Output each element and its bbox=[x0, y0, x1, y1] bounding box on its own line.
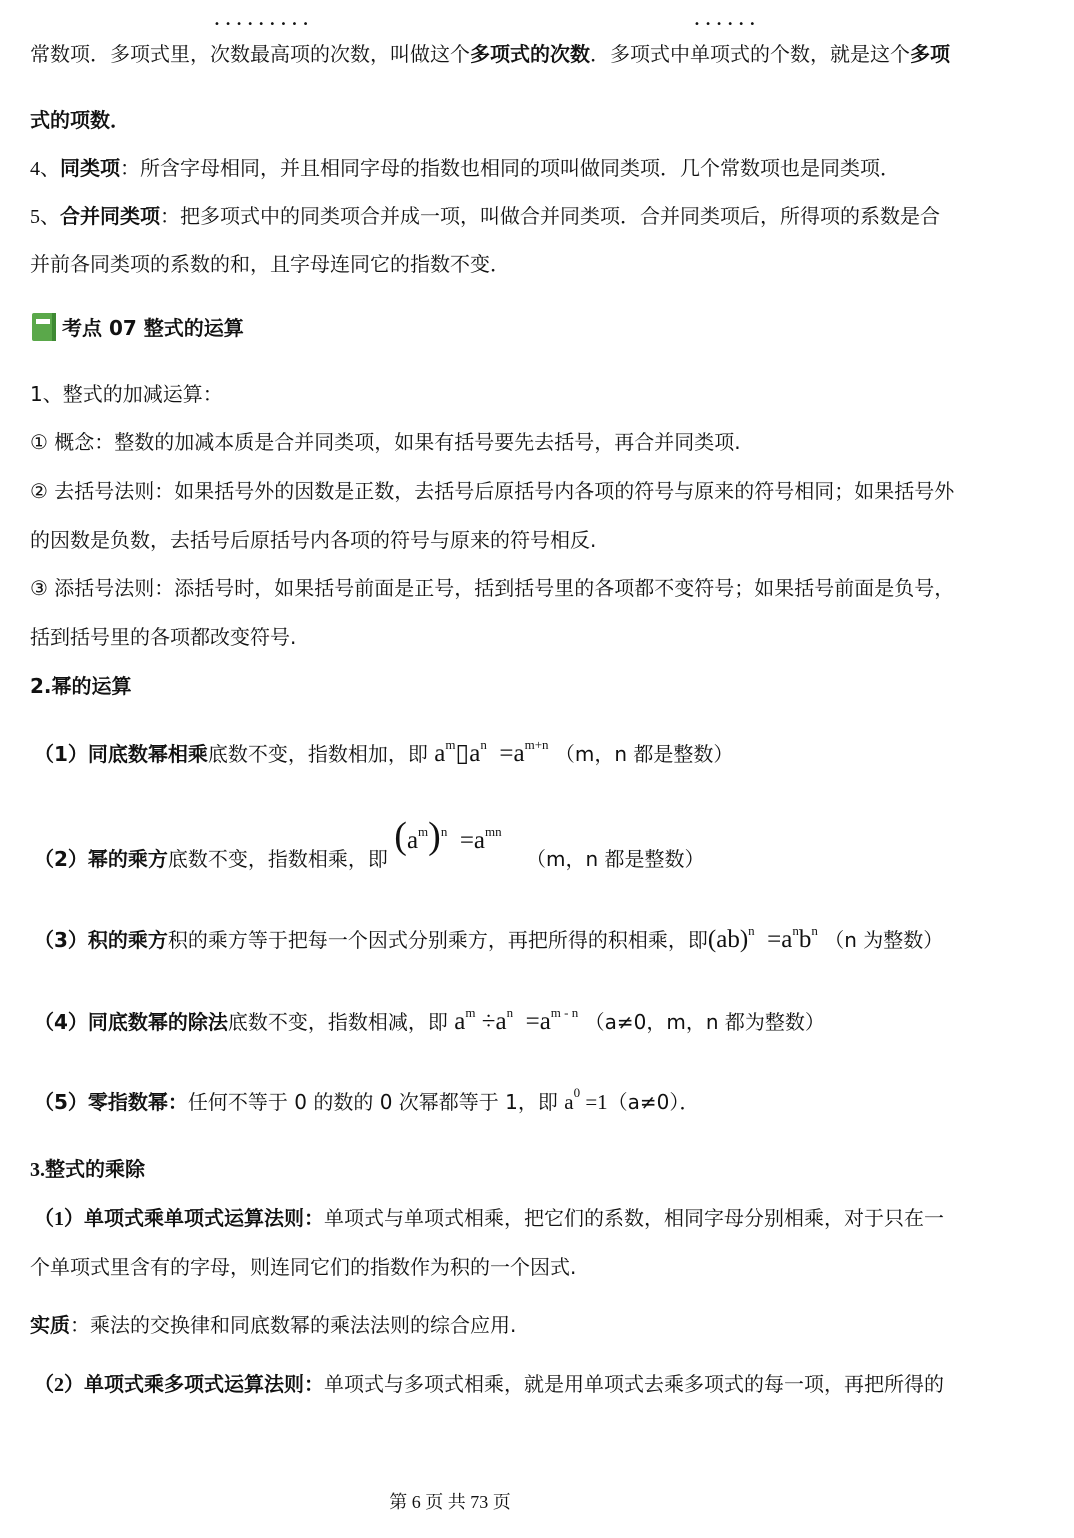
text: 积的乘方等于把每一个因式分别乘方，再把所得的积相乘，即 bbox=[167, 928, 708, 952]
bold-term: 同底数幂的除法 bbox=[87, 1010, 228, 1034]
bold-term: 幂的乘方 bbox=[87, 847, 168, 871]
text: ，就是这个 bbox=[810, 42, 910, 66]
bold-term: 多项式的次数 bbox=[470, 42, 590, 66]
item-5 bbox=[30, 206, 940, 227]
formula-power-of-product: $(ab)^n =a^nb^n$ bbox=[707, 923, 818, 953]
power-rule-2 bbox=[34, 815, 705, 885]
addsub-p2a: ② 去括号法则：如果括号外的因数是正数，去括号后原括号内各项的符号与原来的符号相同；如果括号外 bbox=[30, 479, 955, 503]
text: 单项式与多项式相乘，就是用单项式去乘多项式的每一项，再把所得的 bbox=[324, 1372, 944, 1396]
rule-number: （2） bbox=[34, 1374, 84, 1396]
item-number: 5、 bbox=[30, 206, 60, 228]
bold-term: 单项式乘单项式运算法则： bbox=[84, 1206, 324, 1230]
rule-number: （5） bbox=[34, 1090, 88, 1114]
note: （n 为整数） bbox=[824, 928, 944, 952]
note: （m，n 都是整数） bbox=[526, 847, 705, 871]
essence-line bbox=[30, 1315, 516, 1335]
bold-term: 多项 bbox=[910, 42, 950, 66]
rule-number: （4） bbox=[34, 1010, 88, 1034]
bold-term: 积的乘方 bbox=[87, 928, 168, 952]
text: ，叫做这个 bbox=[370, 42, 470, 66]
note: （m，n 都是整数） bbox=[554, 742, 734, 766]
formula-zero-exponent: $a^0 =1$ bbox=[564, 1085, 608, 1114]
addsub-p1: ① 概念：整数的加减本质是合并同类项，如果有括号要先去括号，再合并同类项. bbox=[30, 430, 741, 454]
text: ：乘法的交换律和同底数幂的乘法法则的综合应用. bbox=[70, 1313, 517, 1337]
text: ：所含字母相同，并且相同字母的指数也相同的项叫做同类项．几个常数项也是同类项． bbox=[120, 156, 900, 180]
rule-number: （2） bbox=[34, 847, 88, 871]
formula-power-of-power: $(a^m)^n =a^{mn}$ bbox=[394, 815, 502, 857]
bold-term: 同底数幂相乘 bbox=[87, 742, 208, 766]
text: 底数不变，指数相乘，即 bbox=[167, 847, 388, 871]
muldiv-rule-1-cont: 个单项式里含有的字母，则连同它们的指数作为积的一个因式. bbox=[30, 1255, 577, 1279]
power-heading bbox=[30, 676, 132, 696]
bold-term: 零指数幂： bbox=[87, 1090, 188, 1114]
text: 底数不变，指数相减，即 bbox=[227, 1010, 448, 1034]
item-5-cont bbox=[30, 254, 510, 274]
addsub-heading: 1、整式的加减运算： bbox=[30, 382, 223, 406]
item-number: 4、 bbox=[30, 158, 60, 180]
emphasis-text: • • 次数最高项的次数 bbox=[210, 44, 370, 64]
bold-term: 单项式乘多项式运算法则： bbox=[84, 1372, 324, 1396]
emphasis-text: • • 单项式的个数 bbox=[690, 44, 810, 64]
rule-number: （3） bbox=[34, 928, 88, 952]
text: 底数不变，指数相加，即 bbox=[207, 742, 428, 766]
note: （a≠0，m，n 都为整数） bbox=[584, 1010, 825, 1034]
heading: 3.整式的乘除 bbox=[30, 1159, 145, 1181]
book-icon bbox=[32, 313, 56, 341]
text: 常数项．多项式里， bbox=[30, 42, 210, 66]
muldiv-rule-2 bbox=[34, 1374, 944, 1395]
section-title: 考点 07 整式的运算 bbox=[62, 316, 244, 340]
text: 任何不等于 0 的数的 0 次幂都等于 1，即 bbox=[187, 1090, 558, 1114]
addsub-p3a: ③ 添括号法则：添括号时，如果括号前面是正号，括到括号里的各项都不变符号；如果括号前面是负号， bbox=[30, 576, 955, 600]
bold-term: 同类项 bbox=[60, 156, 120, 180]
text: 并前各同类项的系数的和，且字母连同它的指数不变． bbox=[30, 252, 510, 276]
page-footer: 第 6 页 共 73 页 bbox=[389, 1492, 511, 1512]
formula-quotient-of-powers: $a^m \div a^n =a^{m - n}$ bbox=[454, 1005, 579, 1035]
addsub-p3b: 括到括号里的各项都改变符号. bbox=[30, 625, 297, 649]
power-rule-1 bbox=[34, 738, 733, 766]
power-rule-3 bbox=[34, 924, 943, 952]
item-4 bbox=[30, 158, 900, 179]
text: ．多项式中 bbox=[590, 42, 690, 66]
bold-term: 合并同类项 bbox=[60, 204, 160, 228]
text: ：把多项式中的同类项合并成一项，叫做合并同类项．合并同类项后，所得项的系数是合 bbox=[160, 204, 940, 228]
rule-number: （1） bbox=[34, 1208, 84, 1230]
power-rule-5 bbox=[34, 1086, 699, 1113]
formula-product-of-powers: $a^m▯a^n =a^{m+n}$ bbox=[434, 737, 549, 767]
power-rule-4 bbox=[34, 1006, 825, 1034]
muldiv-heading bbox=[30, 1160, 145, 1180]
section-heading bbox=[32, 312, 244, 341]
intro-line-1 bbox=[30, 44, 950, 64]
muldiv-rule-1 bbox=[34, 1208, 944, 1229]
addsub-p2b: 的因数是负数，去括号后原括号内各项的符号与原来的符号相反. bbox=[30, 528, 597, 552]
text: 单项式与单项式相乘，把它们的系数，相同字母分别相乘，对于只在一 bbox=[324, 1206, 944, 1230]
bold-term: 实质 bbox=[30, 1313, 70, 1337]
heading: 2.幂的运算 bbox=[30, 674, 132, 698]
note: （a≠0）． bbox=[607, 1090, 700, 1114]
intro-line-2 bbox=[30, 110, 130, 130]
bold-term: 式的项数． bbox=[30, 108, 130, 132]
rule-number: （1） bbox=[34, 742, 88, 766]
